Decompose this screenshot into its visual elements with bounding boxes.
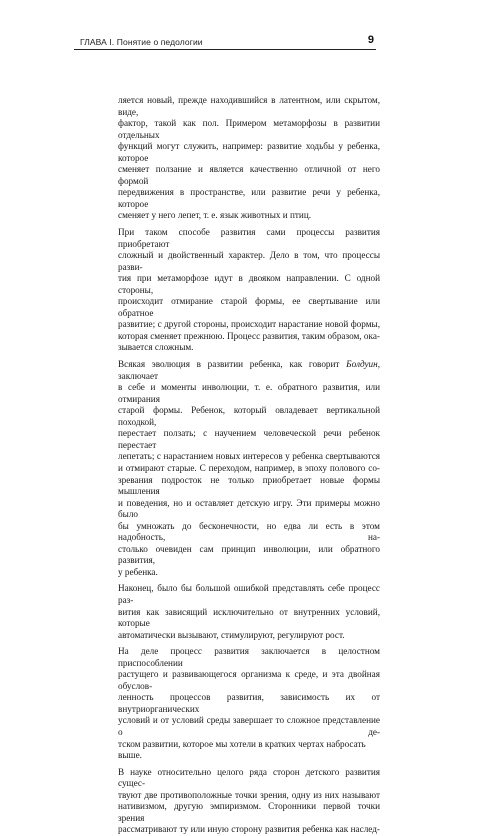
text-line bbox=[118, 359, 380, 382]
paragraph bbox=[118, 227, 380, 354]
text-line: вития как зависящий исключительно от внутренних условий, которые bbox=[118, 606, 380, 629]
text-line: столько очевиден сам принцип инволюции, или обратного развития, bbox=[118, 543, 380, 566]
author-name: Болдуин bbox=[346, 359, 378, 370]
text-line: В науке относительно целого ряда сторон детского развития сущес- bbox=[118, 766, 380, 789]
text-line: сложный и двойственный характер. Дело в том, что процессы разви- bbox=[118, 250, 380, 272]
paragraph bbox=[118, 646, 380, 761]
text-line: у ребенка. bbox=[118, 566, 158, 577]
paragraph bbox=[118, 95, 380, 222]
text-line: функций могут служить, например: развитие ходьбы у ребенка, которое bbox=[118, 141, 380, 163]
text-line: старой формы. Ребенок, который овладевает вертикальной походкой, bbox=[118, 405, 380, 427]
text-line: рассматривают ту или иную сторону развития ребенка как наслед- bbox=[118, 824, 380, 835]
text-line: перестает ползать; с научением человеческой речи ребенок перестает bbox=[118, 428, 380, 450]
text-line: ленность процессов развития, зависимость их от внутриорганических bbox=[118, 692, 380, 714]
text-line: которая сменяет прежнюю. Процесс развития, таким образом, ока- bbox=[118, 330, 380, 341]
text-line: тия при метаморфозе идут в двояком направлении. С одной стороны, bbox=[118, 273, 380, 295]
text-line: ляется новый, прежде находившийся в латентном, или скрытом, виде, bbox=[118, 95, 380, 117]
text-line: передвижения в пространстве, или развитие речи у ребенка, которое bbox=[118, 187, 380, 209]
paragraph bbox=[118, 767, 380, 836]
text-line: растущего и развивающегося организма к среде, и эта двойная обуслов- bbox=[118, 669, 380, 691]
text-line: развитие; с другой стороны, происходит нарастание новой формы, bbox=[118, 319, 380, 330]
running-head bbox=[74, 31, 376, 50]
text-line: и отмирают старые. С переходом, например, в эпоху полового со- bbox=[118, 462, 380, 473]
text-line: в себе и моменты инволюции, т. е. обратного развития, или отмирания bbox=[118, 382, 380, 404]
text-line: и поведения, но и оставляет детскую игру. Эти примеры можно было bbox=[118, 497, 380, 520]
body-text bbox=[118, 95, 380, 836]
chapter-title: ГЛАВА I. Понятие о педологии bbox=[80, 37, 203, 47]
text-line: сменяет ползание и является качественно отличной от него формой bbox=[118, 164, 380, 186]
text-line: зывается сложным. bbox=[118, 342, 194, 353]
text-line: автоматически вызывают, стимулируют, регулируют рост. bbox=[118, 629, 345, 640]
text-line: нативизмом, другую эмпиризмом. Сторонники первой точки зрения bbox=[118, 801, 380, 823]
page-number: 9 bbox=[367, 34, 374, 46]
text-line: лепетать; с нарастанием новых интересов у ребенка свертываются bbox=[118, 451, 380, 462]
line-text: , заключает bbox=[118, 359, 380, 381]
text-line: зревания подросток не только приобретает новые формы мышления bbox=[118, 474, 380, 497]
text-line: При таком способе развития сами процессы развития приобретают bbox=[118, 227, 380, 249]
text-line: Наконец, было бы большой ошибкой представлять себе процесс раз- bbox=[118, 583, 380, 605]
paragraph bbox=[118, 583, 380, 641]
text-line: фактор, такой как пол. Примером метаморфозы в развитии отдельных bbox=[118, 118, 380, 140]
line-text: Всякая эволюция в развитии ребенка, как говорит bbox=[118, 359, 347, 370]
text-line: условий и от условий среды завершает то сложное представление о де- bbox=[118, 715, 380, 737]
text-line: тском развитии, которое мы хотели в кратких чертах набросать выше. bbox=[118, 738, 366, 761]
text-line: бы умножать до бесконечности, но едва ли есть в этом надобность, на- bbox=[118, 520, 380, 543]
text-line: происходит отмирание старой формы, ее свертывание или обратное bbox=[118, 296, 380, 318]
paragraph bbox=[118, 359, 380, 578]
text-line: твуют две противоположные точки зрения, одну из них называют bbox=[118, 789, 380, 800]
text-line: сменяет у него лепет, т. е. язык животных и птиц. bbox=[118, 210, 312, 221]
text-line: На деле процесс развития заключается в целостном приспособлении bbox=[118, 646, 380, 668]
